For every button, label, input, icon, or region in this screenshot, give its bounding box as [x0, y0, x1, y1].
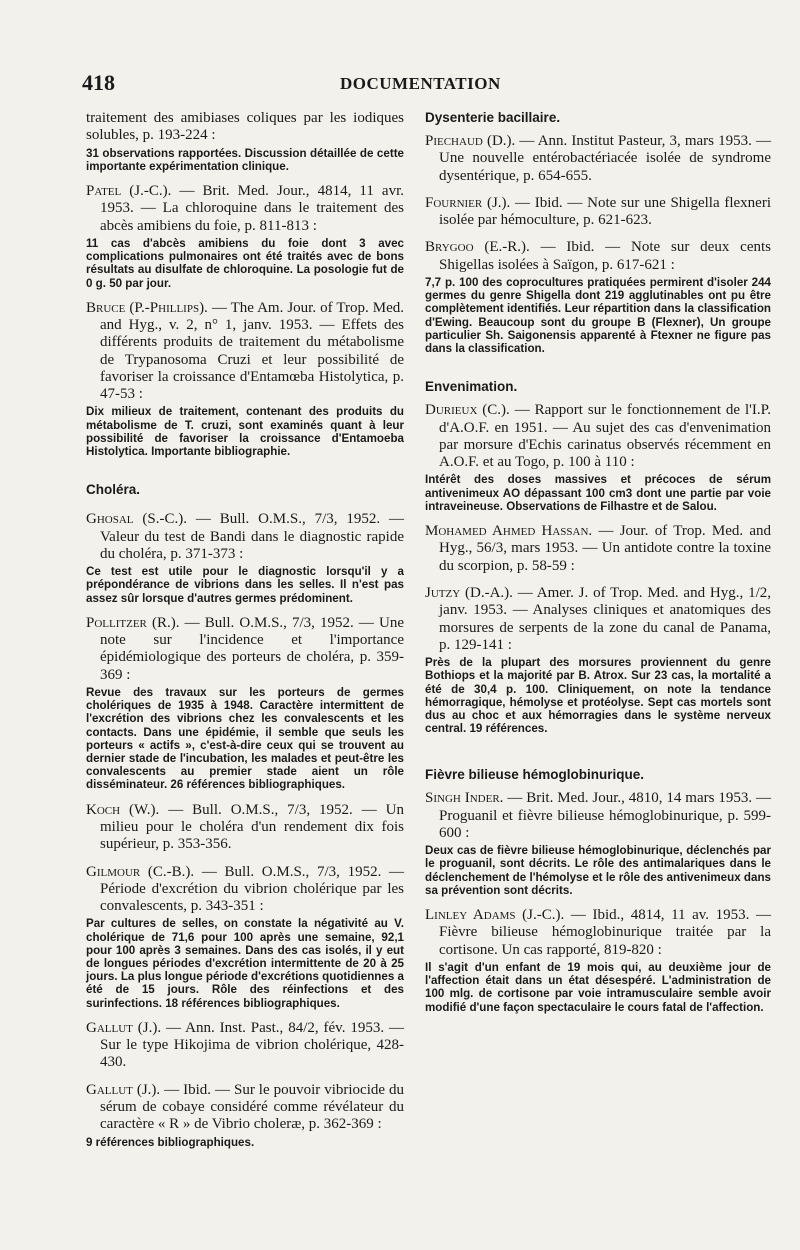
- author: Gilmour (C.-B.).: [86, 863, 195, 880]
- left-column: [86, 110, 404, 1159]
- reference: [86, 1082, 404, 1134]
- reference: [86, 802, 404, 854]
- citation: — Bull. O.M.S., 7/3, 1952. — Période d'excrétion du vibrion cholérique par les convalescents, p. 343-351 :: [100, 863, 405, 915]
- page-number: 418: [82, 70, 115, 95]
- abstract: Il s'agit d'un enfant de 19 mois qui, au deuxième jour de l'affection était dans un état désespéré. L'administration de 100 mlg. de cortisone par voie intramusculaire semble avoir modifié d'une façon spectaculaire le cours fatal de l'affection.: [425, 960, 771, 1014]
- author: Pollitzer (R.).: [86, 614, 180, 631]
- author: Ghosal (S.-C.).: [86, 511, 187, 528]
- bibliography-entry: [425, 585, 771, 735]
- citation: — Jour. of Trop. Med. and Hyg., 56/3, mars 1953. — Un antidote contre la toxine du scorpion, p. 58-59 :: [439, 523, 772, 574]
- abstract: Deux cas de fièvre bilieuse hémoglobinurique, déclenchés par le proguanil, sont décrits. Le rôle des antimalariques dans le déclenchement de l'hémolyse et le rôle des antivenimeux dans sa prévention sont décrits.: [425, 844, 771, 897]
- citation: — Ibid., 4814, 11 av. 1953. — Fièvre bilieuse hémoglobinurique traitée par la cortisone. Un cas rapporté, 819-820 :: [439, 907, 771, 958]
- page-header: [82, 70, 782, 100]
- bibliography-entry: [86, 864, 404, 1010]
- intro-entry: [86, 110, 404, 173]
- bibliography-entry: [425, 195, 771, 230]
- abstract: 11 cas d'abcès amibiens du foie dont 3 avec complications pulmonaires ont été traités avec de bons résultats au disulfate de chloroquine. La posologie fut de 0 g. 50 par jour.: [86, 236, 404, 290]
- author: Piechaud (D.).: [425, 133, 516, 149]
- reference: [86, 1020, 404, 1072]
- intro-reference: traitement des amibiases coliques par les iodiques solubles, p. 193-224 :: [86, 110, 404, 144]
- citation: — Bull. O.M.S., 7/3, 1952. — Valeur du test de Bandi dans le diagnostic rapide du choléra, p. 371-373 :: [100, 511, 404, 562]
- citation: — Ibid. — Note sur deux cents Shigellas isolées à Saïgon, p. 617-621 :: [439, 239, 771, 273]
- citation: — Bull. O.M.S., 7/3, 1952. — Un milieu pour le choléra d'un rendement dix fois supérieur, p. 353-356.: [100, 801, 405, 853]
- section-title-dysenterie: Dysenterie bacillaire.: [425, 110, 561, 125]
- reference: [86, 615, 404, 684]
- abstract: Intérêt des doses massives et précoces de sérum antivenimeux AO dépassant 100 cm3 dont une partie par voie intraveineuse. Observations de Filhastre et de Salou.: [425, 473, 771, 513]
- citation: — The Am. Jour. of Trop. Med. and Hyg., v. 2, n° 1, janv. 1953. — Effets des différents produits de traitement du métabolisme de Trypanosoma Cruzi et leur possibilité de favoriser la croissance d'Entamœba Histolytica, p. 47-53 :: [100, 299, 404, 403]
- reference: [425, 585, 771, 654]
- citation: — Ibid. — Sur le pouvoir vibriocide du sérum de cobaye considéré comme révélateur du caractère « R » de Vibrio choleræ, p. 362-369 :: [100, 1081, 404, 1133]
- bibliography-entry: [425, 402, 771, 513]
- dysenterie-entries: [425, 133, 771, 355]
- abstract: Par cultures de selles, on constate la négativité au V. cholérique de 71,6 pour 100 après une semaine, 92,1 pour 100 après 3 semaines. Dans des cas isolés, il y eut de longues périodes d'excrétion intermittente de 20 à 25 jours. La plus longue période d'excrétions quotidiennes a été de 15 jours. Rôle des réinfections et des surinfections. 18 références bibliographiques.: [86, 917, 404, 1010]
- left-entries: [86, 183, 404, 458]
- envenimation-entries: [425, 402, 771, 735]
- abstract: 9 références bibliographiques.: [86, 1135, 255, 1149]
- right-column: [425, 110, 771, 1024]
- reference: [425, 195, 771, 230]
- citation: — Brit. Med. Jour., 4810, 14 mars 1953. — Proguanil et fièvre bilieuse hémoglobinurique, p. 599-600 :: [439, 790, 772, 841]
- abstract: Près de la plupart des morsures proviennent du genre Bothiops et la majorité par B. Atrox. Sur 23 cas, la mortalité a été de 30,4 p. 100. Cliniquement, on note la tendance hémorragique, hémolyse et protéolyse. Sept cas mortels sont dus au choc et aux hémorragies dans le système nerveux central. 19 références.: [425, 656, 771, 736]
- fievre-entries: [425, 790, 771, 1013]
- author: Patel (J.-C.).: [86, 183, 172, 199]
- section-title-envenimation: Envenimation.: [425, 379, 518, 395]
- citation: — Ann. Inst. Past., 84/2, fév. 1953. — Sur le type Hikojima de vibrion cholérique, 428-430.: [100, 1019, 405, 1071]
- abstract: Dix milieux de traitement, contenant des produits du métabolisme de T. cruzi, sont examinés quant à leur possibilité de favoriser la croissance d'Entamoeba Histolytica. Importante bibliographie.: [86, 405, 404, 459]
- citation: — Ann. Institut Pasteur, 3, mars 1953. — Une nouvelle entérobactériacée isolée de syndrome dysentérique, p. 654-655.: [439, 133, 771, 184]
- author: Gallut (J.).: [86, 1019, 162, 1036]
- abstract: Ce test est utile pour le diagnostic lorsqu'il y a prépondérance de vibrions dans les selles. Il n'est pas assez sûr lorsque d'autres germes prédominent.: [86, 565, 404, 605]
- bibliography-entry: [86, 511, 404, 605]
- citation: — Ibid. — Note sur une Shigella flexneri isolée par hémoculture, p. 621-623.: [439, 194, 771, 229]
- reference: [86, 864, 404, 916]
- author: Bruce (P.-Phillips).: [86, 299, 208, 316]
- author: Mohamed Ahmed Hassan.: [425, 523, 593, 540]
- bibliography-entry: [86, 615, 404, 792]
- reference: [86, 183, 404, 235]
- author: Durieux (C.).: [425, 402, 510, 419]
- citation: — Rapport sur le fonctionnement de l'I.P. d'A.O.F. en 1951. — Au sujet des cas d'envenimation par morsure d'Echis carinatus observés récemment en A.O.F. et au Togo, p. 100 à 110 :: [439, 402, 772, 471]
- author: Gallut (J.).: [86, 1081, 161, 1098]
- reference: [86, 511, 404, 563]
- reference: [425, 402, 771, 471]
- section-title-cholera: Choléra.: [86, 482, 141, 498]
- bibliography-entry: [425, 790, 771, 897]
- citation: — Amer. J. of Trop. Med. and Hyg., 1/2, janv. 1953. — Analyses cliniques et anatomiques des morsures de serpents de la zone du canal de Panama, p. 129-141 :: [439, 584, 772, 653]
- bibliography-entry: [425, 523, 771, 575]
- abstract: Revue des travaux sur les porteurs de germes cholériques de 1935 à 1948. Caractère intermittent de l'excrétion des vibrions chez les convalescents et les contacts. Dans une épidémie, il semble que seuls les porteurs « actifs », c'est-à-dire ceux qui se trouvent au dernier stade de l'incubation, les malades et peut-être les convalescents au premier stade aient un rôle disséminateur. 26 références bibliographiques.: [86, 685, 404, 792]
- author: Jutzy (D.-A.).: [425, 584, 513, 601]
- bibliography-entry: [425, 239, 771, 355]
- reference: [425, 907, 771, 959]
- reference: [425, 133, 771, 185]
- bibliography-entry: [86, 300, 404, 459]
- reference: [425, 239, 771, 274]
- section-title-fievre: Fièvre bilieuse hémoglobinurique.: [425, 767, 645, 783]
- bibliography-entry: [86, 802, 404, 854]
- author: Singh Inder.: [425, 790, 504, 807]
- bibliography-entry: [425, 133, 771, 185]
- running-title: DOCUMENTATION: [340, 74, 501, 93]
- citation: — Bull. O.M.S., 7/3, 1952. — Une note sur l'incidence et l'importance épidémiologique des porteurs de choléra, p. 359-369 :: [100, 614, 404, 683]
- bibliography-entry: [86, 1082, 404, 1149]
- author: Brygoo (E.-R.).: [425, 239, 530, 256]
- reference: [425, 523, 771, 575]
- bibliography-entry: [425, 907, 771, 1014]
- author: Fournier (J.).: [425, 194, 511, 211]
- cholera-entries: [86, 511, 404, 1149]
- intro-abstract: 31 observations rapportées. Discussion détaillée de cette importante expérimentation clinique.: [86, 146, 404, 173]
- bibliography-entry: [86, 183, 404, 290]
- author: Koch (W.).: [86, 801, 160, 818]
- author: Linley Adams (J.-C.).: [425, 907, 565, 924]
- bibliography-entry: [86, 1020, 404, 1072]
- reference: [86, 300, 404, 404]
- reference: [425, 790, 771, 842]
- citation: — Brit. Med. Jour., 4814, 11 avr. 1953. — La chloroquine dans le traitement des abcès amibiens du foie, p. 811-813 :: [100, 183, 404, 234]
- abstract: 7,7 p. 100 des coprocultures pratiquées permirent d'isoler 244 germes du genre Shigella dont 219 agglutinables ont pu être complètement identifiés. Leur répartition dans la classification d'Ewing. Beaucoup sont du groupe B (Flexner), Un groupe particulier Sh. Saigonensis apparenté à Ftexner ne figure pas dans la classification.: [425, 276, 771, 356]
